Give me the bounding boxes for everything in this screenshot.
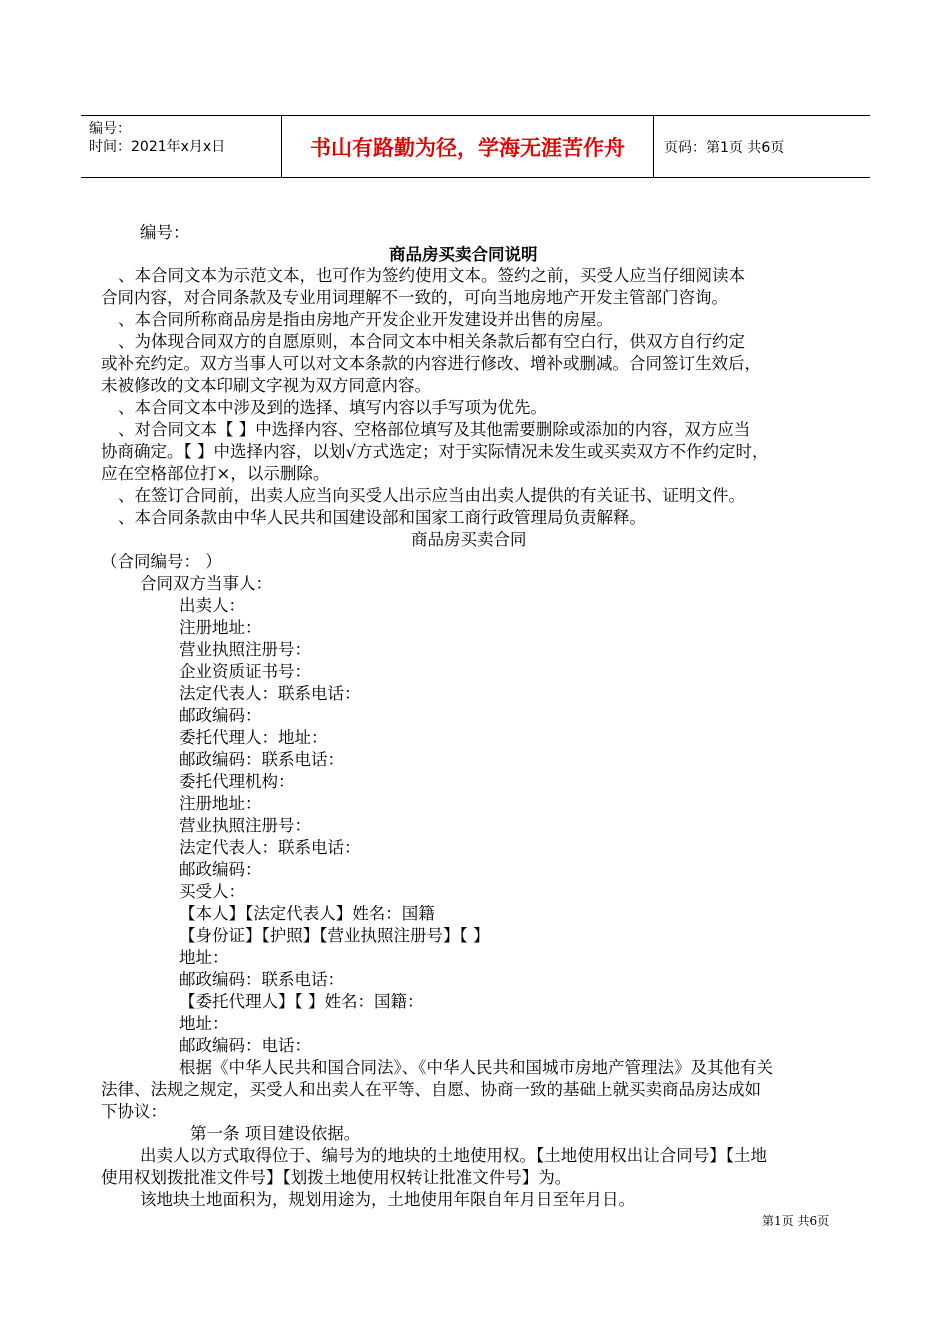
contract-title: 商品房买卖合同 xyxy=(411,530,527,549)
form-field-line: 委托代理机构： xyxy=(179,772,295,791)
paragraph-line: 、对合同文本【 】中选择内容、空格部位填写及其他需要删除或添加的内容，双方应当 xyxy=(118,420,751,439)
form-field-line: 【委托代理人】【 】姓名：国籍： xyxy=(179,992,424,1011)
form-field-line: 委托代理人：地址： xyxy=(179,728,328,747)
form-field-line: 【本人】【法定代表人】姓名：国籍 xyxy=(179,904,435,923)
paragraph-line: 下协议： xyxy=(101,1102,167,1121)
form-field-line: 邮政编码：联系电话： xyxy=(179,750,344,769)
paragraph-line: 、本合同条款由中华人民共和国建设部和国家工商行政管理局负责解释。 xyxy=(118,508,646,527)
header-motto: 书山有路勤为径，学海无涯苦作舟 xyxy=(281,116,654,177)
explanation-title: 商品房买卖合同说明 xyxy=(389,245,538,264)
paragraph-line: 根据《中华人民共和国合同法》、《中华人民共和国城市房地产管理法》及其他有关 xyxy=(179,1058,773,1077)
paragraph-line: 法律、法规之规定，买受人和出卖人在平等、自愿、协商一致的基础上就买卖商品房达成如 xyxy=(101,1080,761,1099)
form-field-line: 邮政编码： xyxy=(179,706,262,725)
paragraph-line: 、为体现合同双方的自愿原则，本合同文本中相关条款后都有空白行，供双方自行约定 xyxy=(118,332,745,351)
parties-heading: 合同双方当事人： xyxy=(140,574,272,593)
paragraph-line: 或补充约定。双方当事人可以对文本条款的内容进行修改、增补或删减。合同签订生效后， xyxy=(101,354,761,373)
form-field-line: 营业执照注册号： xyxy=(179,816,311,835)
paragraph-line: 未被修改的文本印刷文字视为双方同意内容。 xyxy=(101,376,431,395)
header-number-label: 编号： xyxy=(89,121,131,137)
form-field-line: 出卖人： xyxy=(179,596,245,615)
page-footer: 第1页 共6页 xyxy=(762,1214,830,1228)
form-field-line: 营业执照注册号： xyxy=(179,640,311,659)
paragraph-line: 、本合同文本中涉及到的选择、填写内容以手写项为优先。 xyxy=(118,398,547,417)
form-field-line: 法定代表人：联系电话： xyxy=(179,838,361,857)
form-field-line: 地址： xyxy=(179,948,229,967)
paragraph-line: 使用权划拨批准文件号】【划拨土地使用权转让批准文件号】为。 xyxy=(101,1168,572,1187)
paragraph-line: 、本合同文本为示范文本，也可作为签约使用文本。签约之前，买受人应当仔细阅读本 xyxy=(118,266,745,285)
contract-number-line: （合同编号： ） xyxy=(101,552,222,571)
form-field-line: 邮政编码： xyxy=(179,860,262,879)
page-header xyxy=(81,115,870,178)
form-field-line: 邮政编码：联系电话： xyxy=(179,970,344,989)
article-heading: 第一条 项目建设依据。 xyxy=(190,1124,361,1143)
paragraph-line: 合同内容，对合同条款及专业用词理解不一致的，可向当地房地产开发主管部门咨询。 xyxy=(101,288,728,307)
header-meta xyxy=(81,116,281,177)
header-time-label: 时间：2021年x月x日 xyxy=(89,139,226,155)
form-field-line: 【身份证】【护照】【营业执照注册号】【 】 xyxy=(179,926,490,945)
header-page-info: 页码：第1页 共6页 xyxy=(664,139,785,156)
paragraph-line: 该地块土地面积为，规划用途为，土地使用年限自年月日至年月日。 xyxy=(140,1190,635,1209)
paragraph-line: 协商确定。【 】中选择内容，以划√方式选定；对于实际情况未发生或买卖双方不作约定时， xyxy=(101,442,769,461)
form-field-line: 注册地址： xyxy=(179,618,262,637)
form-field-line: 买受人： xyxy=(179,882,245,901)
paragraph-line: 、本合同所称商品房是指由房地产开发企业开发建设并出售的房屋。 xyxy=(118,310,613,329)
document-number-label: 编号： xyxy=(140,223,190,242)
form-field-line: 邮政编码：电话： xyxy=(179,1036,311,1055)
paragraph-line: 出卖人以方式取得位于、编号为的地块的土地使用权。【土地使用权出让合同号】【土地 xyxy=(140,1146,767,1165)
form-field-line: 法定代表人：联系电话： xyxy=(179,684,361,703)
paragraph-line: 应在空格部位打×，以示删除。 xyxy=(101,464,330,483)
form-field-line: 注册地址： xyxy=(179,794,262,813)
form-field-line: 企业资质证书号： xyxy=(179,662,311,681)
form-field-line: 地址： xyxy=(179,1014,229,1033)
paragraph-line: 、在签订合同前，出卖人应当向买受人出示应当由出卖人提供的有关证书、证明文件。 xyxy=(118,486,745,505)
